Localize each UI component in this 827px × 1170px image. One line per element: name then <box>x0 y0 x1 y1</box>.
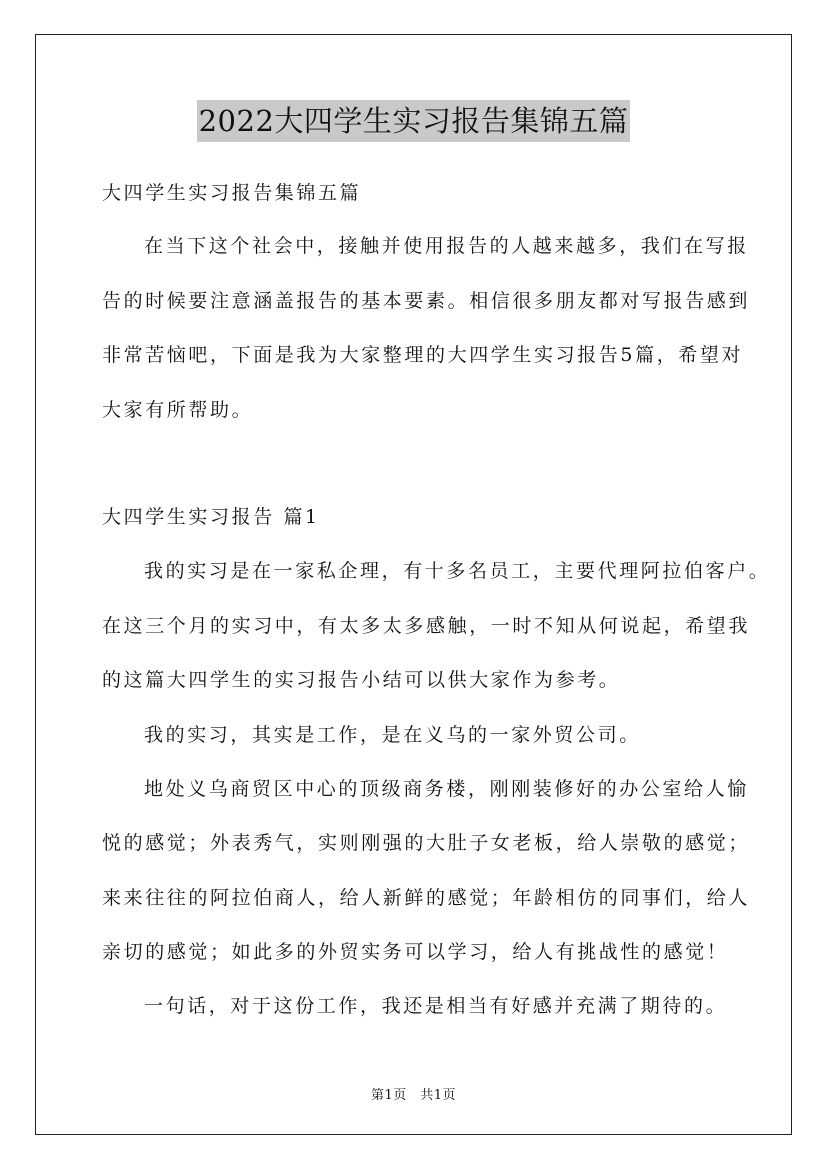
intro-line: 在当下这个社会中，接触并使用报告的人越来越多，我们在写报 <box>144 235 749 257</box>
body-line: 的这篇大四学生的实习报告小结可以供大家作为参考。 <box>102 669 621 691</box>
body-line: 一句话，对于这份工作，我还是相当有好感并充满了期待的。 <box>144 995 728 1017</box>
body-line: 悦的感觉；外表秀气，实则刚强的大肚子女老板，给人崇敬的感觉； <box>102 832 751 854</box>
title-container <box>0 100 827 142</box>
body-line: 在这三个月的实习中，有太多太多感触，一时不知从何说起，希望我 <box>102 615 751 637</box>
intro-line: 大家有所帮助。 <box>102 399 254 421</box>
document-title: 2022大四学生实习报告集锦五篇 <box>197 100 631 142</box>
page-footer: 第1页 共1页 <box>370 1088 457 1103</box>
document-subtitle: 大四学生实习报告集锦五篇 <box>102 182 362 204</box>
body-line: 亲切的感觉；如此多的外贸实务可以学习，给人有挑战性的感觉！ <box>102 941 729 963</box>
body-line: 地处义乌商贸区中心的顶级商务楼，刚刚装修好的办公室给人愉 <box>144 778 749 800</box>
body-line: 来来往往的阿拉伯商人，给人新鲜的感觉；年龄相仿的同事们，给人 <box>102 887 751 909</box>
intro-line: 告的时候要注意涵盖报告的基本要素。相信很多朋友都对写报告感到 <box>102 290 751 312</box>
body-line: 我的实习，其实是工作，是在义乌的一家外贸公司。 <box>144 724 641 746</box>
intro-line: 非常苦恼吧，下面是我为大家整理的大四学生实习报告5篇，希望对 <box>102 344 744 366</box>
body-line: 我的实习是在一家私企理，有十多名员工，主要代理阿拉伯客户。 <box>144 560 771 582</box>
section-heading: 大四学生实习报告 篇1 <box>102 506 320 528</box>
